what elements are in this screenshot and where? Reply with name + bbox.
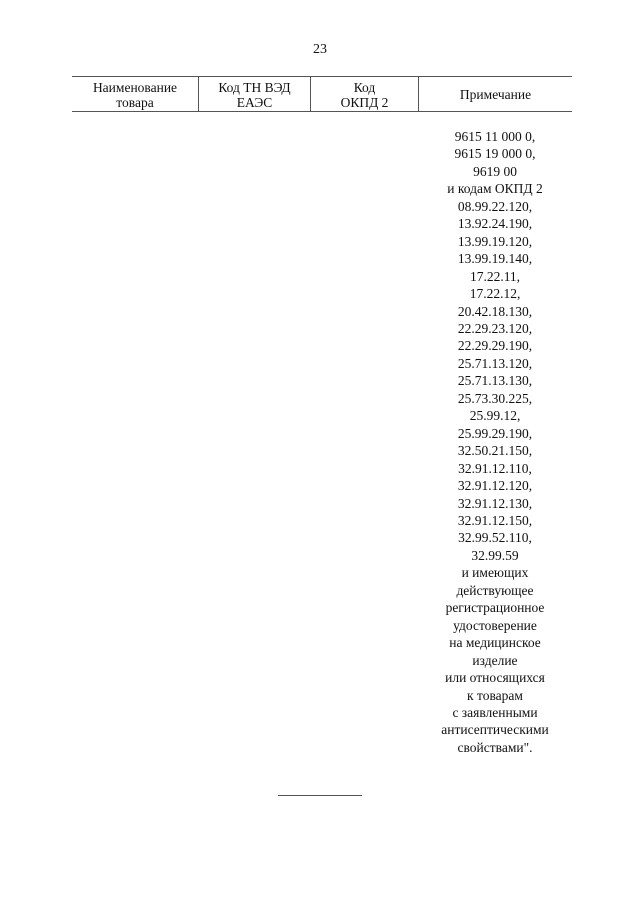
end-divider <box>278 795 362 796</box>
page-number: 23 <box>313 42 327 57</box>
note-line: 22.29.23.120, <box>457 320 533 336</box>
note-line: к товарам <box>467 687 523 703</box>
note-line: 13.99.19.140, <box>457 251 533 267</box>
header-product-name <box>72 77 198 111</box>
note-line: 32.91.12.110, <box>458 460 532 476</box>
header-okpd2-code <box>310 77 418 111</box>
note-line: свойствами". <box>457 739 533 755</box>
header-product-name-label: Наименование товара <box>92 79 178 110</box>
note-line: и кодам ОКПД 2 <box>447 181 543 197</box>
note-line: антисептическими <box>441 722 549 738</box>
note-line: 13.92.24.190, <box>457 216 533 232</box>
note-line: действующее <box>456 582 534 598</box>
note-line: 17.22.12, <box>469 286 521 302</box>
note-line: 25.99.29.190, <box>457 425 533 441</box>
header-note <box>418 77 572 111</box>
note-line: 25.73.30.225, <box>457 390 533 406</box>
header-tn-ved-code-label: Код ТН ВЭД ЕАЭС <box>218 79 291 110</box>
note-line: 32.91.12.150, <box>457 512 533 528</box>
header-okpd2-code-label: Код ОКПД 2 <box>340 79 389 110</box>
note-line: 32.99.59 <box>471 547 519 563</box>
note-line: 32.91.12.130, <box>457 495 533 511</box>
note-line: 25.71.13.120, <box>457 355 533 371</box>
table-header-row <box>72 76 572 112</box>
header-tn-ved-code <box>198 77 310 111</box>
note-line: 08.99.22.120, <box>457 198 533 214</box>
note-line: 9615 19 000 0, <box>454 146 536 162</box>
note-line: 25.71.13.130, <box>457 373 533 389</box>
note-line: и имеющих <box>461 565 529 581</box>
note-line: 13.99.19.120, <box>457 233 533 249</box>
note-line: 9615 11 000 0, <box>454 129 536 144</box>
note-line: 22.29.29.190, <box>457 338 533 354</box>
note-line: 20.42.18.130, <box>457 303 533 319</box>
note-line: с заявленными <box>452 704 538 720</box>
note-line: 32.99.52.110, <box>458 530 532 546</box>
note-line: 32.91.12.120, <box>457 478 533 494</box>
note-line: 25.99.12, <box>469 408 521 424</box>
note-line: удостоверение <box>453 617 537 633</box>
note-line: 17.22.11, <box>469 268 521 284</box>
note-column <box>418 128 572 756</box>
note-line: 32.50.21.150, <box>457 443 533 459</box>
note-line: регистрационное <box>445 600 545 616</box>
note-line: на медицинское <box>449 635 541 651</box>
note-line: изделие <box>472 652 518 668</box>
header-note-label: Примечание <box>459 87 532 102</box>
note-line: 9619 00 <box>473 163 517 179</box>
note-line: или относящихся <box>445 670 545 686</box>
